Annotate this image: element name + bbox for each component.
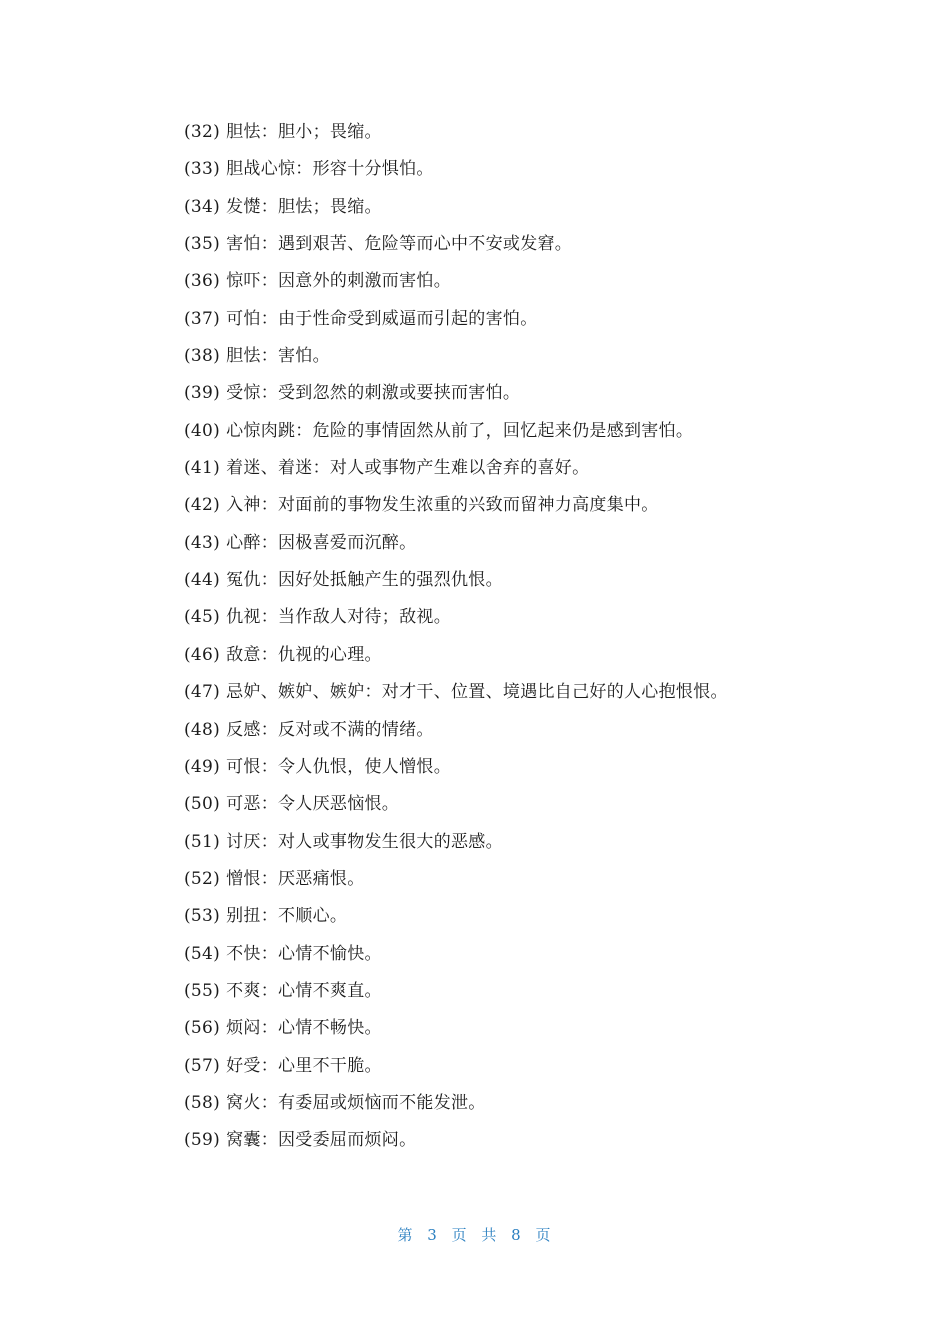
item-number: (46)	[184, 644, 221, 665]
item-number: (43)	[184, 532, 221, 553]
item-number: (53)	[184, 906, 221, 927]
item-number: (45)	[184, 607, 221, 628]
item-text: 不爽：心情不爽直。	[226, 980, 382, 1001]
item-number: (54)	[184, 943, 221, 964]
item-number: (52)	[184, 868, 221, 889]
list-item	[184, 189, 884, 226]
list-item	[184, 898, 884, 935]
list-item	[184, 413, 884, 450]
item-text: 别扭：不顺心。	[226, 906, 348, 927]
item-text: 窝囊：因受委屈而烦闷。	[226, 1130, 417, 1151]
item-text: 好受：心里不干脆。	[226, 1055, 382, 1076]
item-text: 入神：对面前的事物发生浓重的兴致而留神力高度集中。	[226, 495, 659, 516]
item-text: 惊吓：因意外的刺激而害怕。	[226, 271, 452, 292]
list-item	[184, 637, 884, 674]
item-number: (48)	[184, 719, 221, 740]
list-item	[184, 1010, 884, 1047]
item-text: 发憷：胆怯；畏缩。	[226, 196, 382, 217]
item-number: (39)	[184, 383, 221, 404]
item-number: (42)	[184, 495, 221, 516]
item-number: (32)	[184, 122, 221, 142]
item-text: 窝火：有委屈或烦恼而不能发泄。	[226, 1092, 486, 1113]
list-item	[184, 226, 884, 263]
list-item	[184, 151, 884, 188]
item-text: 可怕：由于性命受到威逼而引起的害怕。	[226, 308, 538, 329]
item-text: 心醉：因极喜爱而沉醉。	[226, 532, 417, 553]
item-number: (44)	[184, 570, 221, 591]
item-text: 胆战心惊：形容十分惧怕。	[226, 159, 434, 180]
list-item	[184, 450, 884, 487]
item-number: (40)	[184, 420, 221, 441]
list-item	[184, 861, 884, 898]
item-number: (33)	[184, 159, 221, 180]
list-item	[184, 525, 884, 562]
item-text: 反感：反对或不满的情绪。	[226, 719, 434, 740]
list-item	[184, 749, 884, 786]
item-text: 害怕：遇到艰苦、危险等而心中不安或发窘。	[226, 234, 573, 255]
list-item	[184, 375, 884, 412]
list-item	[184, 301, 884, 338]
item-number: (51)	[184, 831, 221, 852]
list-item	[184, 786, 884, 823]
list-item	[184, 487, 884, 524]
list-item	[184, 599, 884, 636]
item-number: (59)	[184, 1130, 221, 1151]
item-text: 仇视：当作敌人对待；敌视。	[226, 607, 452, 628]
item-text: 不快：心情不愉快。	[226, 943, 382, 964]
list-item	[184, 1122, 884, 1159]
item-text: 心惊肉跳：危险的事情固然从前了，回忆起来仍是感到害怕。	[226, 420, 694, 441]
list-item	[184, 973, 884, 1010]
item-number: (57)	[184, 1055, 221, 1076]
list-item	[184, 263, 884, 300]
list-item	[184, 114, 884, 151]
item-text: 可恶：令人厌恶恼恨。	[226, 794, 400, 815]
item-text: 着迷、着迷：对人或事物产生难以舍弃的喜好。	[226, 458, 590, 479]
item-text: 可恨：令人仇恨，使人憎恨。	[226, 756, 452, 777]
item-number: (49)	[184, 756, 221, 777]
item-text: 忌妒、嫉妒、嫉妒：对才干、位置、境遇比自己好的人心抱恨恨。	[226, 682, 728, 703]
item-text: 烦闷：心情不畅快。	[226, 1018, 382, 1039]
item-number: (41)	[184, 458, 221, 479]
list-item	[184, 338, 884, 375]
list-item	[184, 936, 884, 973]
item-number: (58)	[184, 1092, 221, 1113]
list-item	[184, 1085, 884, 1122]
vocabulary-list	[184, 114, 884, 1160]
item-number: (35)	[184, 234, 221, 255]
list-item	[184, 824, 884, 861]
list-item	[184, 562, 884, 599]
item-text: 憎恨：厌恶痛恨。	[226, 868, 365, 889]
item-text: 受惊：受到忽然的刺激或要挟而害怕。	[226, 383, 521, 404]
item-number: (34)	[184, 196, 221, 217]
item-number: (56)	[184, 1018, 221, 1039]
page-footer: 第 3 页 共 8 页	[397, 1226, 553, 1244]
item-number: (47)	[184, 682, 221, 703]
item-number: (38)	[184, 346, 221, 367]
item-text: 冤仇：因好处抵触产生的强烈仇恨。	[226, 570, 503, 591]
item-text: 胆怯：害怕。	[226, 346, 330, 367]
item-number: (36)	[184, 271, 221, 292]
item-number: (55)	[184, 980, 221, 1001]
item-number: (50)	[184, 794, 221, 815]
list-item	[184, 1048, 884, 1085]
item-text: 敌意：仇视的心理。	[226, 644, 382, 665]
list-item	[184, 674, 884, 711]
list-item	[184, 712, 884, 749]
item-text: 讨厌：对人或事物发生很大的恶感。	[226, 831, 503, 852]
item-number: (37)	[184, 308, 221, 329]
item-text: 胆怯：胆小；畏缩。	[226, 122, 382, 142]
